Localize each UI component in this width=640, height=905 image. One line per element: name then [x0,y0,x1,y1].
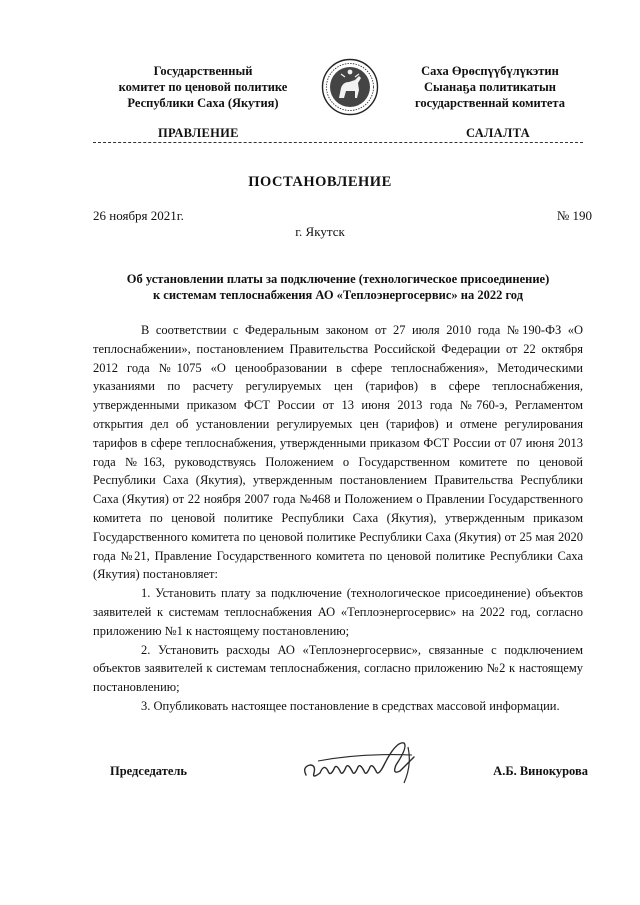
document-body [93,321,583,716]
coat-of-arms-emblem-icon [321,58,379,116]
body-paragraph-item-1: 1. Установить плату за подключение (технологическое присоединение) объектов заявителей к системам теплоснабжения АО «Теплоэнергосервис» на 2022 год, согласно приложению №1 к настоящему постановлению; [93,586,583,638]
document-type-heading: ПОСТАНОВЛЕНИЕ [248,174,392,190]
board-label-ru: ПРАВЛЕНИЕ [158,126,239,140]
handwritten-signature-icon [300,735,430,790]
header-right-block [395,63,585,111]
header-divider [93,142,583,143]
header-left-line-2: комитет по ценовой политике [118,80,288,94]
header-right-line-3: государственнай комитета [415,96,565,110]
header-left-block [88,63,318,111]
document-city: г. Якутск [295,224,345,239]
signatory-name: А.Б. Винокурова [493,764,588,778]
document-title [93,271,583,303]
board-label-sakha: САЛАЛТА [466,126,530,140]
signatory-role: Председатель [110,764,188,778]
header-right-line-2: Сыанаҕа политикатын [424,80,556,94]
header-left-line-3: Республики Саха (Якутия) [127,96,279,110]
body-paragraph-item-3: 3. Опубликовать настоящее постановление в средствах массовой информации. [141,698,560,713]
header-right-line-1: Саха Өрөспүүбүлүкэтин [421,64,559,78]
document-title-line-1: Об установлении платы за подключение (технологическое присоединение) [126,272,550,286]
document-title-line-2: к системам теплоснабжения АО «Теплоэнергосервис» на 2022 год [152,288,524,302]
document-number: № 190 [556,208,592,223]
document-date: 26 ноября 2021г. [93,208,184,223]
body-paragraph-item-2: 2. Установить расходы АО «Теплоэнергосервис», связанные с подключением объектов заявителей к системам теплоснабжения, согласно приложению №2 к настоящему постановлению; [93,642,583,695]
header-left-line-1: Государственный [153,64,253,78]
body-paragraph-preamble: В соответствии с Федеральным законом от 27 июля 2010 года №190-ФЗ «О теплоснабжении», постановлением Правительства Российской Федерации от 22 октября 2012 года №1075 «О ценообразовании в сфере теплоснабжения», Методическими указаниями по расчету регулируемых цен (тарифов) в сфере теплоснабжения, утвержденными приказом ФСТ России от 13 июня 2013 года №760-э, Регламентом открытия дел об установлении регулируемых цен (тарифов) и отмене регулирования тарифов в сфере теплоснабжения, утвержденными приказом ФСТ России от 07 июня 2013 года №163, руководствуясь Положением о Государственном комитете по ценовой Республики Саха (Якутия), утвержденным постановлением Правительства Республики Саха (Якутия) от 22 ноября 2007 года №468 и Положением о Правлении Государственного комитета по ценовой политике Республики Саха (Якутия), утвержденным приказом Государственного комитета по ценовой политике Республики Саха (Якутия) от 25 мая 2020 года №21, Правление Государственного комитета по ценовой политике Республики Саха (Якутия) постановляет: [93,323,583,582]
